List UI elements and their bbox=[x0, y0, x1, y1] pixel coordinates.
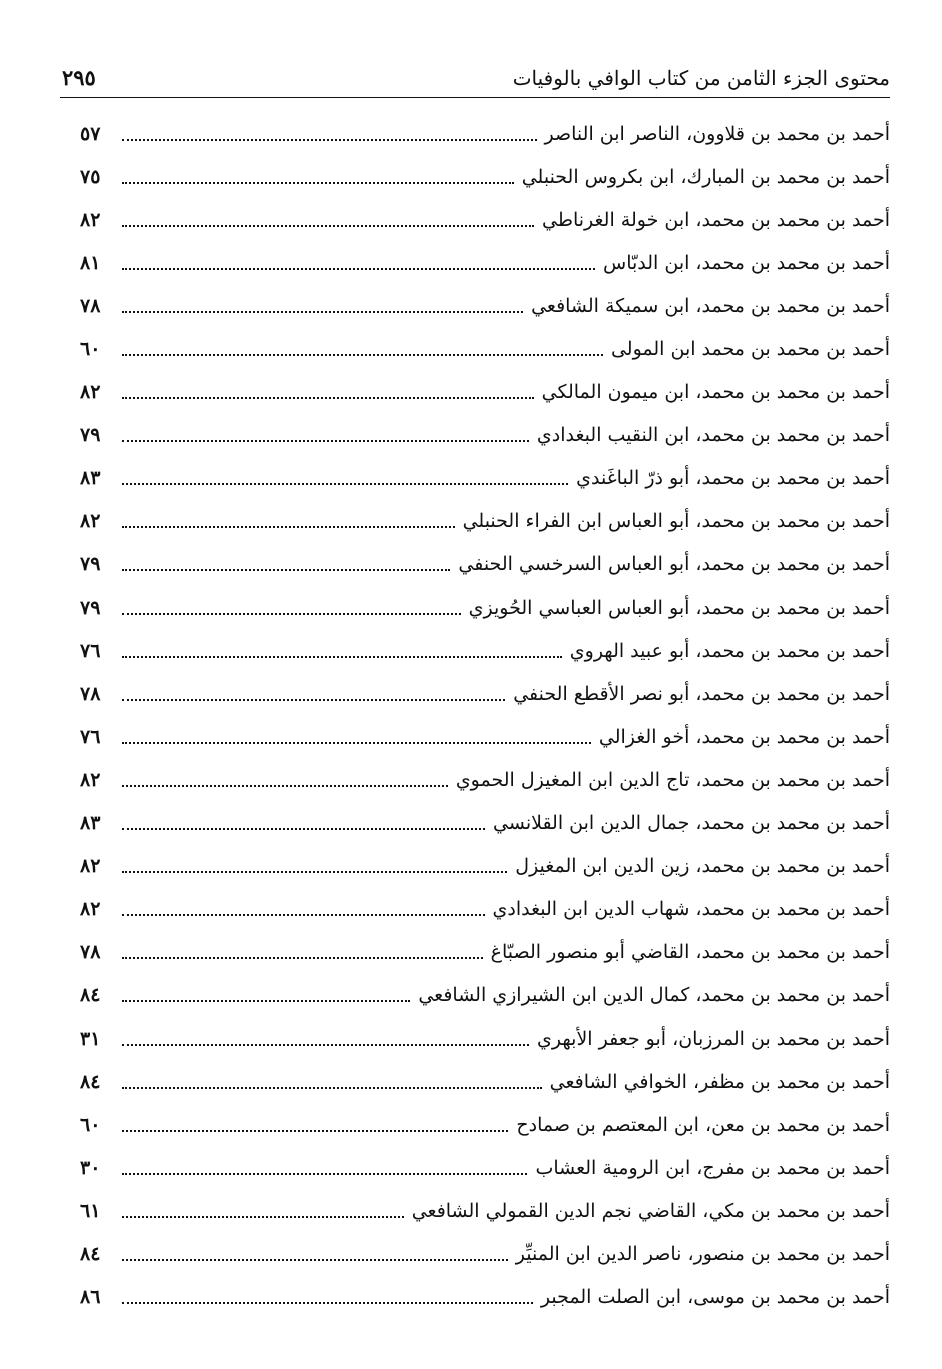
index-entry bbox=[80, 155, 890, 198]
entry-name: أحمد بن محمد بن محمد، أبو العباس ابن الفراء الحنبلي bbox=[462, 510, 890, 533]
entry-page-number: ٣٠ bbox=[80, 1156, 101, 1179]
entry-page-number: ٨٢ bbox=[80, 768, 101, 791]
entry-name: أحمد بن محمد بن محمد، أخو الغزالي bbox=[598, 725, 890, 748]
dot-leader bbox=[122, 656, 562, 658]
index-entry bbox=[80, 414, 890, 457]
dot-leader bbox=[122, 914, 485, 916]
entry-name: أحمد بن محمد بن مفرج، ابن الرومية العشاب bbox=[535, 1156, 890, 1179]
dot-leader bbox=[122, 1044, 529, 1046]
index-entry bbox=[80, 198, 890, 241]
entry-name: أحمد بن محمد بن محمد، ابن ميمون المالكي bbox=[541, 381, 890, 404]
entry-name: أحمد بن محمد بن محمد، أبو نصر الأقطع الحنفي bbox=[513, 682, 890, 705]
dot-leader bbox=[122, 397, 534, 399]
entry-name: أحمد بن محمد بن المرزبان، أبو جعفر الأبهري bbox=[537, 1027, 890, 1050]
entry-page-number: ٨٢ bbox=[80, 510, 101, 533]
entry-name: أحمد بن محمد بن مكي، القاضي نجم الدين القمولي الشافعي bbox=[411, 1199, 890, 1222]
entry-page-number: ٦١ bbox=[80, 1199, 101, 1222]
entry-page-number: ٨٣ bbox=[80, 812, 101, 835]
dot-leader bbox=[122, 1302, 533, 1304]
index-entry bbox=[80, 629, 890, 672]
dot-leader bbox=[122, 613, 461, 615]
entry-page-number: ٧٦ bbox=[80, 639, 101, 662]
entry-name: أحمد بن محمد بن قلاوون، الناصر ابن الناصر bbox=[544, 122, 890, 145]
index-entry bbox=[80, 112, 890, 155]
running-title: محتوى الجزء الثامن من كتاب الوافي بالوفيات bbox=[512, 66, 890, 90]
entry-name: أحمد بن محمد بن منصور، ناصر الدين ابن المنيِّر bbox=[515, 1242, 890, 1265]
entry-name: أحمد بن محمد بن موسى، ابن الصلت المجبر bbox=[540, 1286, 890, 1309]
dot-leader bbox=[122, 354, 603, 356]
entry-name: أحمد بن محمد بن محمد، أبو العباس السرخسي الحنفي bbox=[458, 553, 890, 576]
index-entry bbox=[80, 284, 890, 327]
entry-name: أحمد بن محمد بن المبارك، ابن بكروس الحنبلي bbox=[521, 165, 890, 188]
dot-leader bbox=[122, 742, 591, 744]
page-header bbox=[62, 56, 890, 90]
entry-page-number: ٨٣ bbox=[80, 467, 101, 490]
entry-page-number: ٧٩ bbox=[80, 424, 101, 447]
entry-page-number: ٨٢ bbox=[80, 381, 101, 404]
entry-page-number: ٧٨ bbox=[80, 294, 101, 317]
dot-leader bbox=[122, 785, 448, 787]
entry-page-number: ٧٨ bbox=[80, 941, 101, 964]
entry-name: أحمد بن محمد بن محمد، ابن خولة الغرناطي bbox=[541, 208, 890, 231]
entry-name: أحمد بن محمد بن محمد ابن المولى bbox=[610, 338, 890, 361]
dot-leader bbox=[122, 569, 450, 571]
index-entry bbox=[80, 371, 890, 414]
dot-leader bbox=[122, 1130, 508, 1132]
entry-name: أحمد بن محمد بن محمد، شهاب الدين ابن البغدادي bbox=[492, 898, 890, 921]
dot-leader bbox=[122, 957, 483, 959]
dot-leader bbox=[122, 1173, 527, 1175]
dot-leader bbox=[122, 1259, 508, 1261]
dot-leader bbox=[122, 440, 529, 442]
entry-name: أحمد بن محمد بن محمد، القاضي أبو منصور الصبّاغ bbox=[490, 941, 890, 964]
index-entry bbox=[80, 543, 890, 586]
entry-page-number: ٧٨ bbox=[80, 682, 101, 705]
entry-name: أحمد بن محمد بن محمد، جمال الدين ابن القلانسي bbox=[493, 812, 890, 835]
index-entry bbox=[80, 327, 890, 370]
dot-leader bbox=[122, 268, 595, 270]
index-entry bbox=[80, 802, 890, 845]
entry-name: أحمد بن محمد بن مظفر، الخوافي الشافعي bbox=[549, 1070, 890, 1093]
dot-leader bbox=[122, 225, 534, 227]
index-entry bbox=[80, 672, 890, 715]
entry-name: أحمد بن محمد بن محمد، أبو العباس العباسي الحُويزي bbox=[468, 596, 890, 619]
entry-page-number: ٧٩ bbox=[80, 553, 101, 576]
entry-page-number: ٣١ bbox=[80, 1027, 101, 1050]
dot-leader bbox=[122, 699, 505, 701]
entry-page-number: ٧٥ bbox=[80, 165, 101, 188]
entry-name: أحمد بن محمد بن محمد، ابن النقيب البغدادي bbox=[536, 424, 890, 447]
entry-name: أحمد بن محمد بن محمد، أبو ذرّ الباغَندي bbox=[576, 467, 890, 490]
index-entry bbox=[80, 1232, 890, 1275]
index-entry bbox=[80, 931, 890, 974]
entry-page-number: ٨٢ bbox=[80, 898, 101, 921]
dot-leader bbox=[122, 1216, 404, 1218]
entry-name: أحمد بن محمد بن محمد، ابن سميكة الشافعي bbox=[531, 294, 890, 317]
index-entry bbox=[80, 1103, 890, 1146]
index-entry bbox=[80, 888, 890, 931]
entry-name: أحمد بن محمد بن محمد، أبو عبيد الهروي bbox=[569, 639, 890, 662]
entry-name: أحمد بن محمد بن محمد، ابن الدبّاس bbox=[603, 251, 890, 274]
header-rule bbox=[60, 97, 890, 98]
dot-leader bbox=[122, 483, 568, 485]
dot-leader bbox=[122, 1087, 542, 1089]
dot-leader bbox=[122, 1000, 410, 1002]
index-entry bbox=[80, 845, 890, 888]
entry-page-number: ٨٢ bbox=[80, 855, 101, 878]
dot-leader bbox=[122, 139, 537, 141]
index-entry bbox=[80, 974, 890, 1017]
dot-leader bbox=[122, 182, 514, 184]
entry-name: أحمد بن محمد بن محمد، تاج الدين ابن المغيزل الحموي bbox=[455, 768, 890, 791]
entry-page-number: ٨٤ bbox=[80, 1070, 101, 1093]
index-entries bbox=[80, 112, 890, 1319]
entry-page-number: ٦٠ bbox=[80, 338, 101, 361]
dot-leader bbox=[122, 871, 507, 873]
entry-name: أحمد بن محمد بن محمد، كمال الدين ابن الشيرازي الشافعي bbox=[418, 984, 890, 1007]
index-entry bbox=[80, 586, 890, 629]
entry-page-number: ٨٤ bbox=[80, 984, 101, 1007]
entry-name: أحمد بن محمد بن محمد، زين الدين ابن المغيزل bbox=[515, 855, 890, 878]
index-entry bbox=[80, 758, 890, 801]
dot-leader bbox=[122, 526, 455, 528]
dot-leader bbox=[122, 311, 523, 313]
entry-page-number: ٥٧ bbox=[80, 122, 101, 145]
dot-leader bbox=[122, 828, 485, 830]
entry-page-number: ٨١ bbox=[80, 251, 101, 274]
index-entry bbox=[80, 1017, 890, 1060]
entry-name: أحمد بن محمد بن معن، ابن المعتصم بن صمادح bbox=[516, 1113, 890, 1136]
index-entry bbox=[80, 1189, 890, 1232]
page-number: ٢٩٥ bbox=[62, 65, 96, 90]
entry-page-number: ٨٤ bbox=[80, 1242, 101, 1265]
index-entry bbox=[80, 1060, 890, 1103]
entry-page-number: ٨٦ bbox=[80, 1286, 101, 1309]
entry-page-number: ٦٠ bbox=[80, 1113, 101, 1136]
entry-page-number: ٧٩ bbox=[80, 596, 101, 619]
entry-page-number: ٨٢ bbox=[80, 208, 101, 231]
index-entry bbox=[80, 715, 890, 758]
index-entry bbox=[80, 241, 890, 284]
index-entry bbox=[80, 1276, 890, 1319]
entry-page-number: ٧٦ bbox=[80, 725, 101, 748]
index-entry bbox=[80, 500, 890, 543]
index-entry bbox=[80, 1146, 890, 1189]
index-entry bbox=[80, 457, 890, 500]
